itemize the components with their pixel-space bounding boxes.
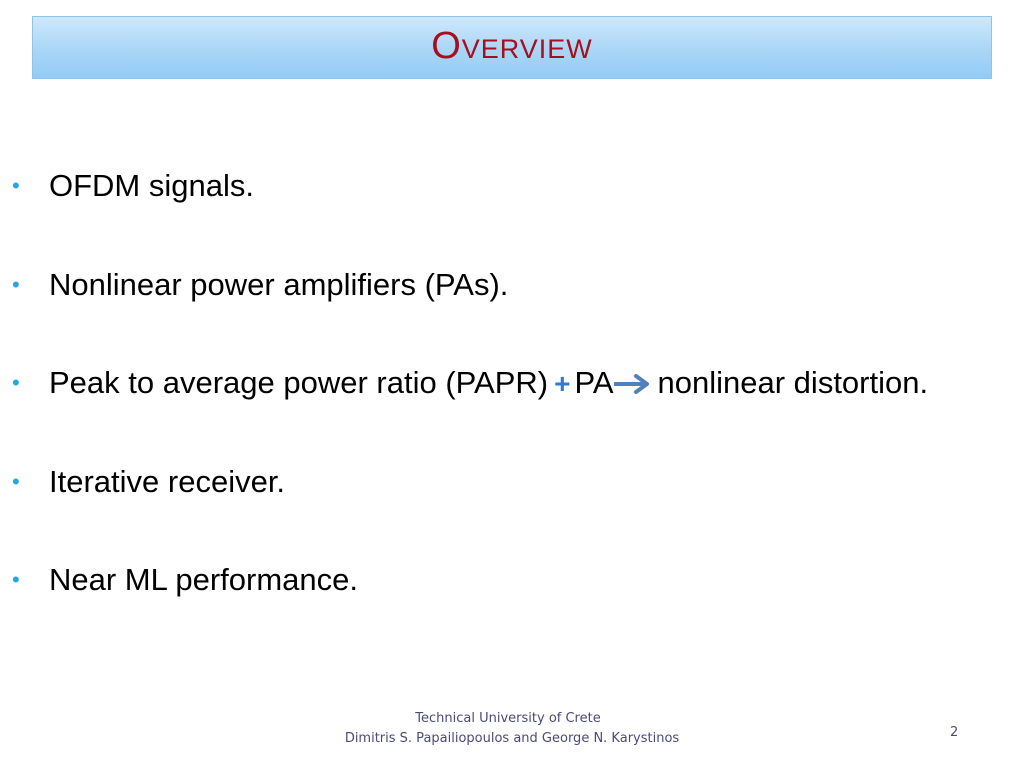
bullet-dot-icon: • [12,271,20,297]
bullet-text-distortion: nonlinear distortion. [657,365,929,400]
bullet-text: Near ML performance. [49,562,358,597]
bullet-text: Nonlinear power amplifiers (PAs). [49,266,509,302]
bullet-dot-icon: • [12,173,20,198]
bullet-text-papr: Peak to average power ratio (PAPR) [49,365,549,400]
bullet-dot-icon: • [12,370,20,395]
bullet-item [0,263,1024,362]
bullet-item [0,164,1024,263]
footer-institution: Technical University of Crete [415,711,601,726]
title-bar [32,16,992,79]
plus-icon: + [554,368,571,399]
bullet-dot-icon: • [12,567,20,592]
bullet-text-pa: PA [574,365,614,400]
footer-authors: Dimitris S. Papailiopoulos and George N. Karystinos [344,731,680,746]
slide-title: Overview [431,25,593,67]
bullet-item [0,558,1024,657]
right-arrow-icon [614,373,652,395]
bullet-text: Iterative receiver. [49,463,286,499]
page-number: 2 [950,725,959,740]
bullet-list [0,164,1024,657]
bullet-dot-icon: • [12,468,20,494]
bullet-item [0,460,1024,559]
bullet-item [0,361,1024,460]
bullet-text: OFDM signals. [49,168,254,203]
